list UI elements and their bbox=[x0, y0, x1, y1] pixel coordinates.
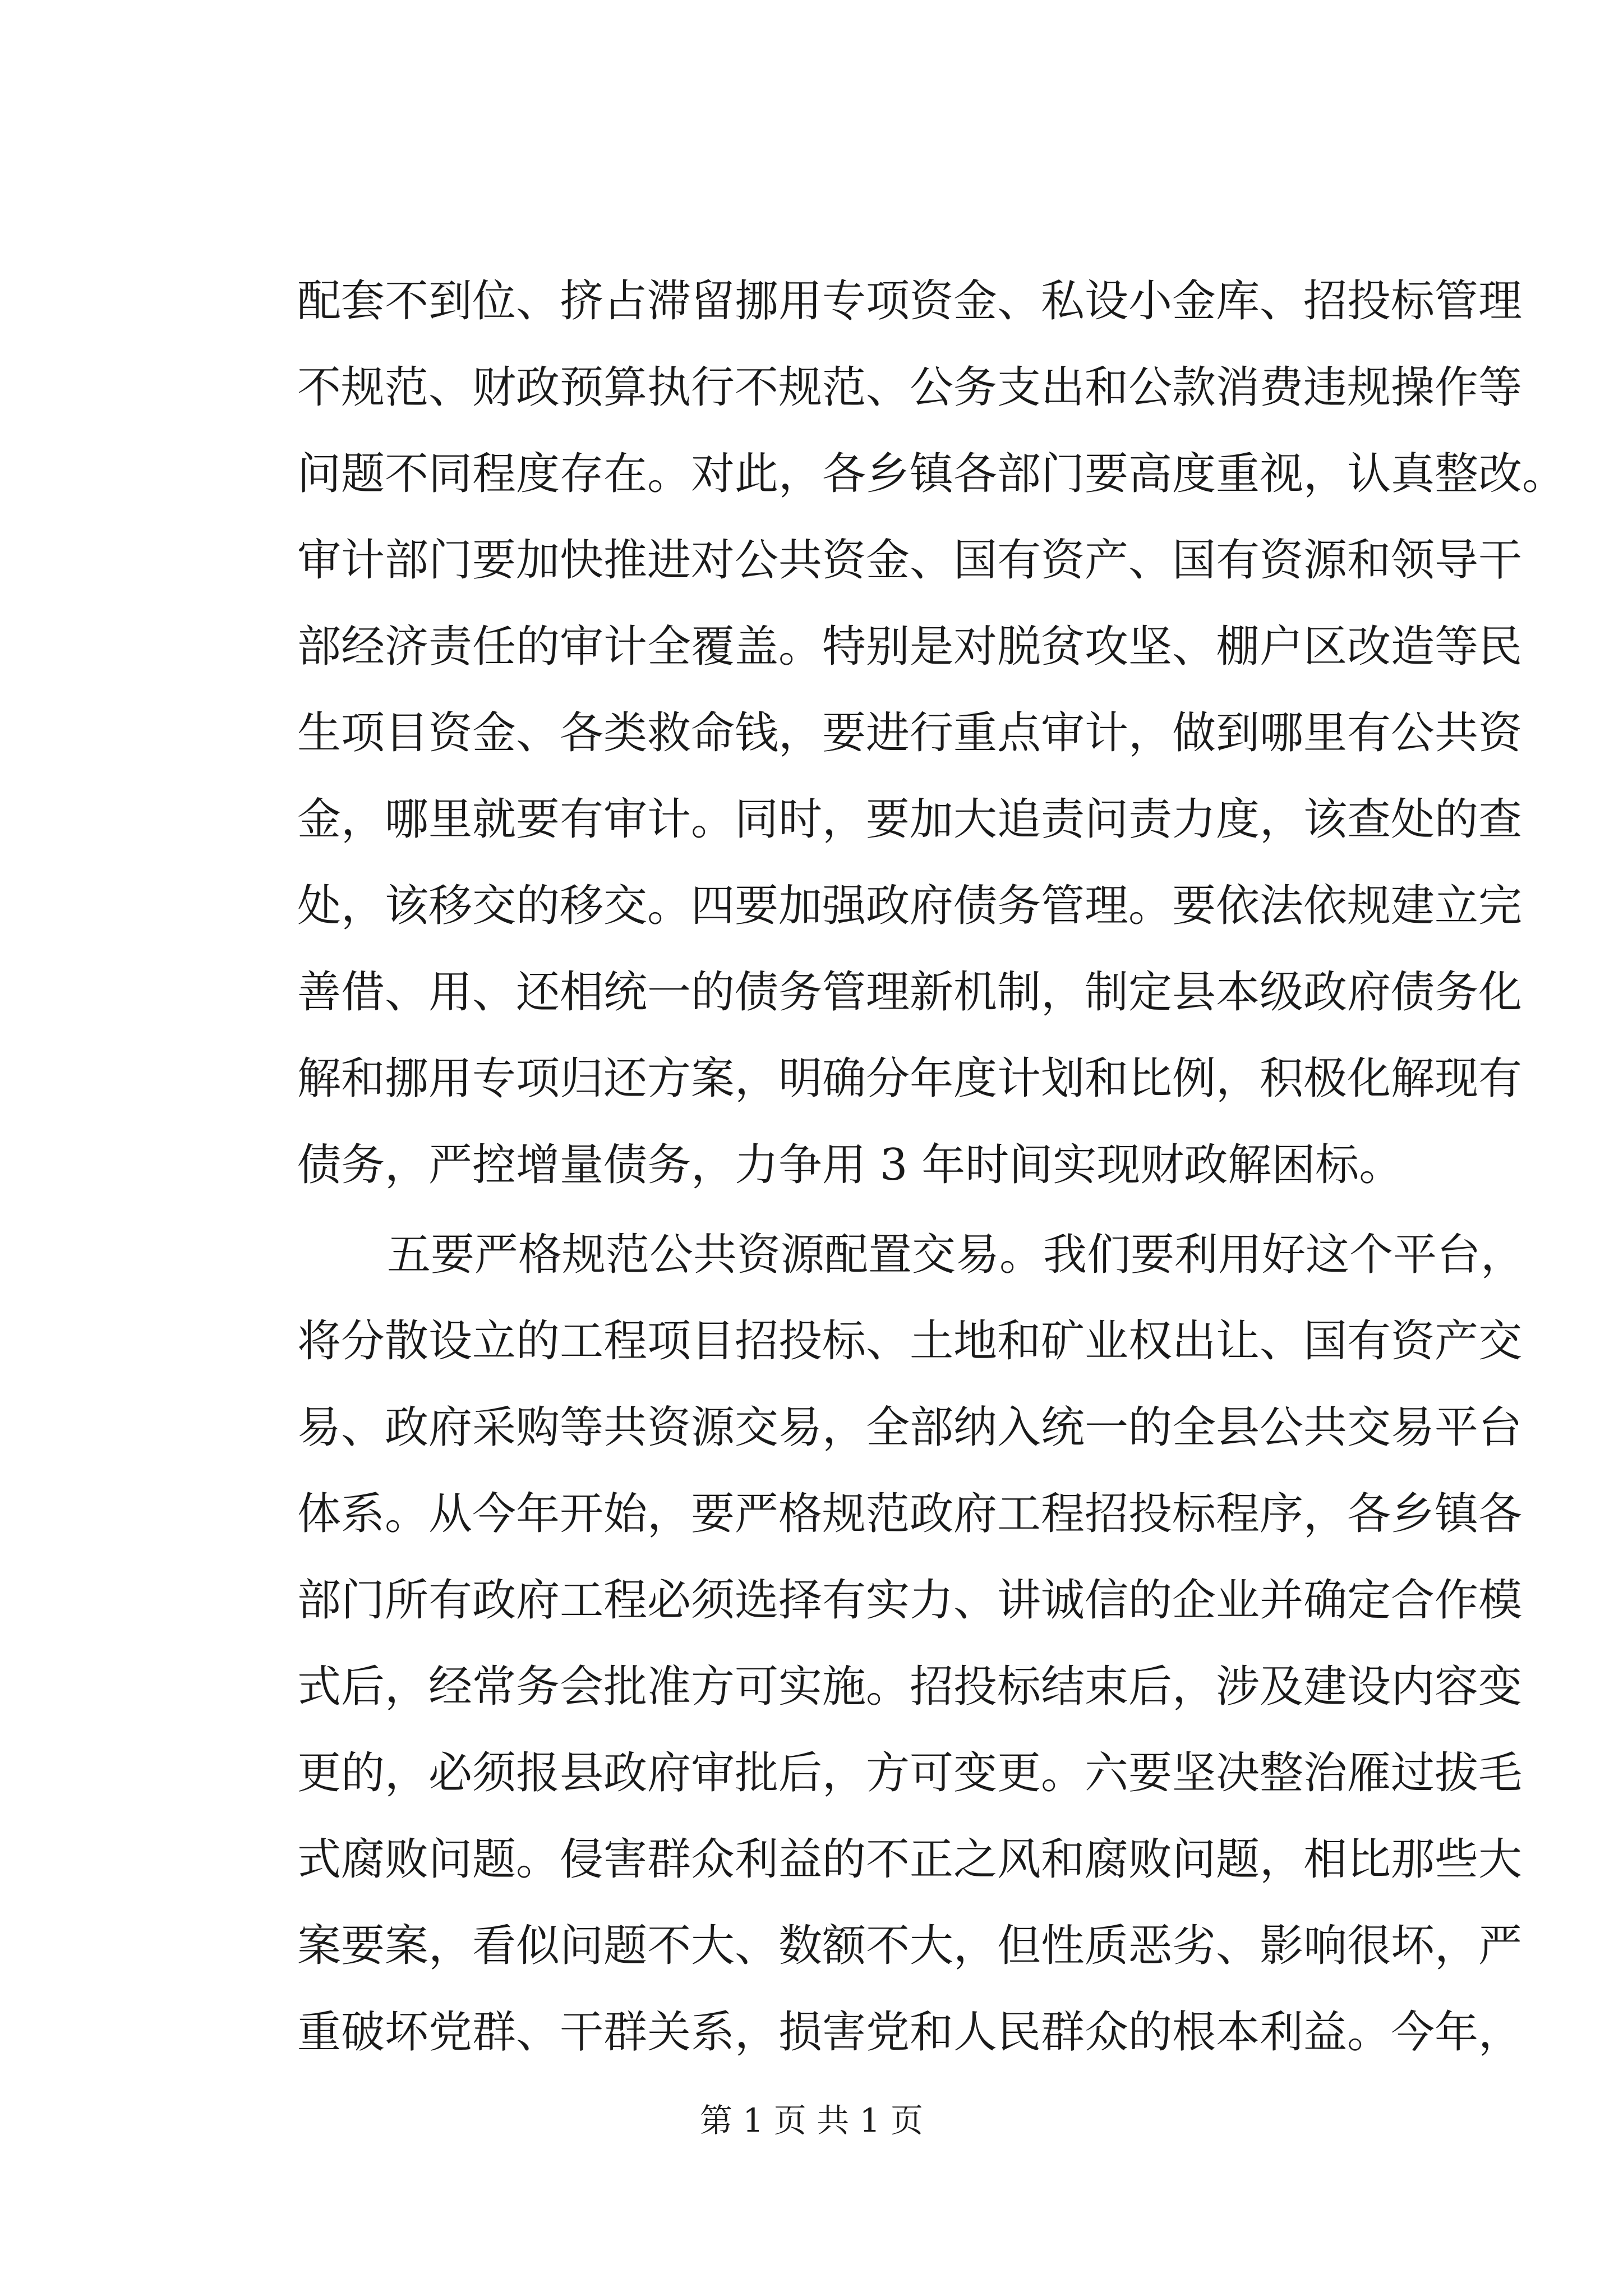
text-line: 更的，必须报县政府审批后，方可变更。六要坚决整治雁过拔毛 bbox=[297, 1748, 1523, 1798]
text-line: 解和挪用专项归还方案，明确分年度计划和比例，积极化解现有 bbox=[297, 1053, 1523, 1104]
text-line: 式后，经常务会批准方可实施。招投标结束后，涉及建设内容变 bbox=[297, 1662, 1523, 1712]
text-line: 式腐败问题。侵害群众利益的不正之风和腐败问题，相比那些大 bbox=[297, 1834, 1523, 1885]
text-line: 债务，严控增量债务，力争用 3 年时间实现财政解困标。 bbox=[297, 1140, 1403, 1190]
text-line: 五要严格规范公共资源配置交易。我们要利用好这个平台， bbox=[387, 1230, 1525, 1280]
text-line: 金，哪里就要有审计。同时，要加大追责问责力度，该查处的查 bbox=[297, 794, 1523, 845]
text-line: 重破坏党群、干群关系，损害党和人民群众的根本利益。今年， bbox=[297, 2007, 1523, 2058]
text-line: 案要案，看似问题不大、数额不大，但性质恶劣、影响很坏，严 bbox=[297, 1921, 1523, 1971]
text-line: 不规范、财政预算执行不规范、公务支出和公款消费违规操作等 bbox=[297, 362, 1523, 413]
text-line: 易、政府采购等共资源交易，全部纳入统一的全县公共交易平台 bbox=[297, 1402, 1523, 1453]
text-line: 部门所有政府工程必须选择有实力、讲诚信的企业并确定合作模 bbox=[297, 1575, 1523, 1626]
text-line: 处，该移交的移交。四要加强政府债务管理。要依法依规建立完 bbox=[297, 881, 1523, 931]
paragraph-1 bbox=[297, 258, 1566, 1208]
page-footer bbox=[0, 2098, 1623, 2143]
text-line: 善借、用、还相统一的债务管理新机制，制定县本级政府债务化 bbox=[297, 967, 1523, 1018]
paragraph-2 bbox=[297, 1212, 1525, 2076]
text-line: 审计部门要加快推进对公共资金、国有资产、国有资源和领导干 bbox=[297, 535, 1523, 586]
document-body bbox=[297, 258, 1566, 2076]
text-line: 将分散设立的工程项目招投标、土地和矿业权出让、国有资产交 bbox=[297, 1316, 1523, 1366]
text-line: 配套不到位、挤占滞留挪用专项资金、私设小金库、招投标管理 bbox=[297, 276, 1523, 326]
text-line: 问题不同程度存在。对此，各乡镇各部门要高度重视，认真整改。 bbox=[297, 449, 1566, 499]
page-number-label: 第 1 页 共 1 页 bbox=[700, 2101, 923, 2139]
text-line: 部经济责任的审计全覆盖。特别是对脱贫攻坚、棚户区改造等民 bbox=[297, 622, 1523, 672]
text-line: 体系。从今年开始，要严格规范政府工程招投标程序，各乡镇各 bbox=[297, 1489, 1523, 1539]
text-line: 生项目资金、各类救命钱，要进行重点审计，做到哪里有公共资 bbox=[297, 708, 1523, 758]
